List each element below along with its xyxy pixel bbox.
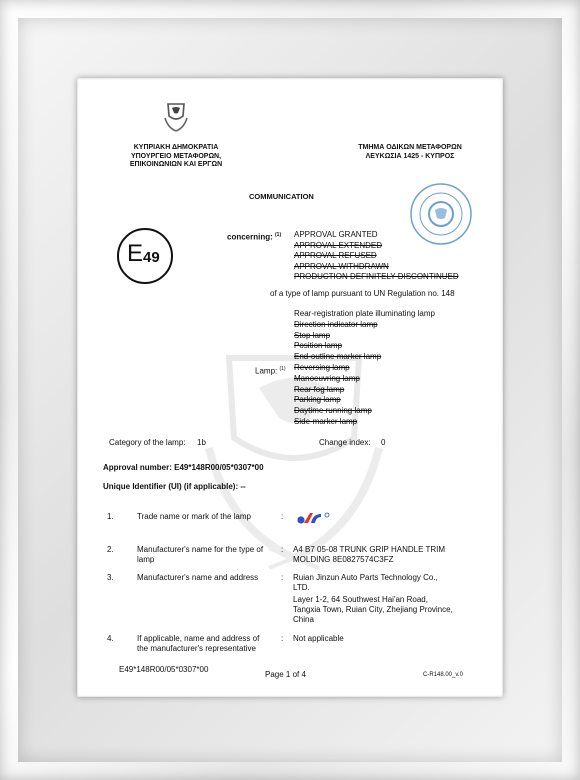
e-mark-letter: E bbox=[127, 240, 144, 267]
brand-logo-icon bbox=[295, 511, 337, 525]
lamp-option: Direction indicator lamp bbox=[294, 319, 378, 329]
item-number: 4. bbox=[107, 634, 114, 643]
footer-page-number: Page 1 of 4 bbox=[265, 670, 306, 679]
item-value-line: Ruian Jinzun Auto Parts Technology Co., bbox=[293, 573, 438, 582]
item-value-line: A4 B7 05-08 TRUNK GRIP HANDLE TRIM bbox=[293, 545, 446, 554]
lamp-option: Manoeuvring lamp bbox=[294, 373, 360, 383]
lamp-options bbox=[294, 309, 435, 428]
item-value bbox=[293, 573, 438, 593]
header-left-line: ΥΠΟΥΡΓΕΙΟ ΜΕΤΑΦΟΡΩΝ, bbox=[130, 152, 222, 160]
concerning-label-text: concerning: bbox=[227, 232, 273, 242]
lamp-label bbox=[255, 364, 286, 377]
change-index-label: Change index: bbox=[319, 438, 371, 447]
category-label: Category of the lamp: bbox=[109, 438, 186, 447]
change-index-value: 0 bbox=[381, 438, 386, 447]
item-value-line: LTD. bbox=[293, 583, 310, 592]
item-address-line: Tangxia Town, Ruian City, Zhejiang Province, bbox=[293, 605, 453, 614]
item-colon: : bbox=[281, 573, 284, 582]
lamp-option: Rear fog lamp bbox=[294, 384, 345, 394]
header-right-line: ΤΜΗΜΑ ΟΔΙΚΩΝ ΜΕΤΑΦΟΡΩΝ bbox=[358, 144, 462, 151]
item-value bbox=[293, 545, 445, 565]
certificate-page bbox=[77, 78, 503, 697]
item-number: 1. bbox=[107, 512, 114, 521]
concerning-option: PRODUCTION DEFINITELY DISCONTINUED bbox=[294, 272, 459, 281]
lamp-option: Stop lamp bbox=[294, 330, 331, 340]
header-right bbox=[335, 144, 485, 161]
header-right-line: ΛΕΥΚΩΣΙΑ 1425 - ΚΥΠΡΟΣ bbox=[365, 152, 455, 160]
header-left-line: ΚΥΠΡΙΑΚΗ ΔΗΜΟΚΡΑΤΙΑ bbox=[133, 144, 219, 151]
lamp-option: Rear-registration plate illuminating lamp bbox=[294, 309, 435, 318]
concerning-option: APPROVAL EXTENDED bbox=[294, 240, 383, 250]
document-title: COMMUNICATION bbox=[249, 192, 314, 201]
item-label: Trade name or mark of the lamp bbox=[137, 512, 251, 521]
lamp-option: End-outline marker lamp bbox=[294, 352, 382, 362]
concerning-label bbox=[227, 230, 281, 243]
header-left-line: ΕΠΙΚΟΙΝΩΝΙΩΝ ΚΑΙ ΕΡΓΩΝ bbox=[129, 161, 223, 169]
concerning-note: (1) bbox=[275, 232, 282, 238]
item-address-line: China bbox=[293, 615, 314, 624]
category-value: 1b bbox=[197, 438, 206, 447]
lamp-label-text: Lamp: bbox=[255, 366, 278, 376]
concerning-option: APPROVAL WITHDRAWN bbox=[294, 261, 389, 271]
item-label: Manufacturer's name and address bbox=[137, 573, 259, 582]
regulation-text: of a type of lamp pursuant to UN Regulation no. 148 bbox=[270, 289, 455, 298]
item-address bbox=[293, 595, 453, 625]
item-label bbox=[137, 545, 263, 565]
item-label-line: Manufacturer's name for the type of bbox=[137, 545, 264, 554]
lamp-option: Reversing lamp bbox=[294, 362, 350, 372]
item-colon: : bbox=[281, 545, 284, 554]
item-colon: : bbox=[281, 512, 284, 521]
concerning-option: APPROVAL REFUSED bbox=[294, 251, 377, 260]
lamp-option: Parking lamp bbox=[294, 395, 341, 405]
e-mark-number: 49 bbox=[143, 249, 160, 266]
e-mark-circle bbox=[117, 228, 173, 284]
concerning-options bbox=[294, 230, 459, 283]
footer-reference: E49*148R00/05*0307*00 bbox=[119, 665, 209, 674]
item-label-line: the manufacturer's representative bbox=[137, 644, 256, 653]
concerning-option: APPROVAL GRANTED bbox=[294, 230, 378, 239]
lamp-option: Position lamp bbox=[294, 341, 343, 351]
item-colon: : bbox=[281, 634, 284, 643]
unique-identifier: Unique Identifier (UI) (if applicable): -- bbox=[103, 482, 246, 491]
lamp-option: Side-marker lamp bbox=[294, 416, 358, 426]
lamp-note: (1) bbox=[279, 366, 286, 372]
header-left bbox=[103, 144, 249, 170]
item-label-line: If applicable, name and address of bbox=[137, 634, 260, 643]
item-value-line: MOLDING 8E0827574C3FZ bbox=[293, 555, 394, 564]
item-value: Not applicable bbox=[293, 634, 344, 643]
item-label-line: lamp bbox=[137, 555, 155, 564]
approval-number: Approval number: E49*148R00/05*0307*00 bbox=[103, 463, 264, 472]
cyprus-emblem-icon bbox=[163, 102, 189, 132]
item-number: 2. bbox=[107, 545, 114, 554]
footer-form-code: C-R148.00_v.0 bbox=[423, 672, 463, 678]
lamp-option: Daytime running lamp bbox=[294, 406, 372, 416]
item-label bbox=[137, 634, 259, 654]
item-number: 3. bbox=[107, 573, 114, 582]
item-address-line: Layer 1-2, 64 Southwest Hai'an Road, bbox=[293, 595, 428, 604]
